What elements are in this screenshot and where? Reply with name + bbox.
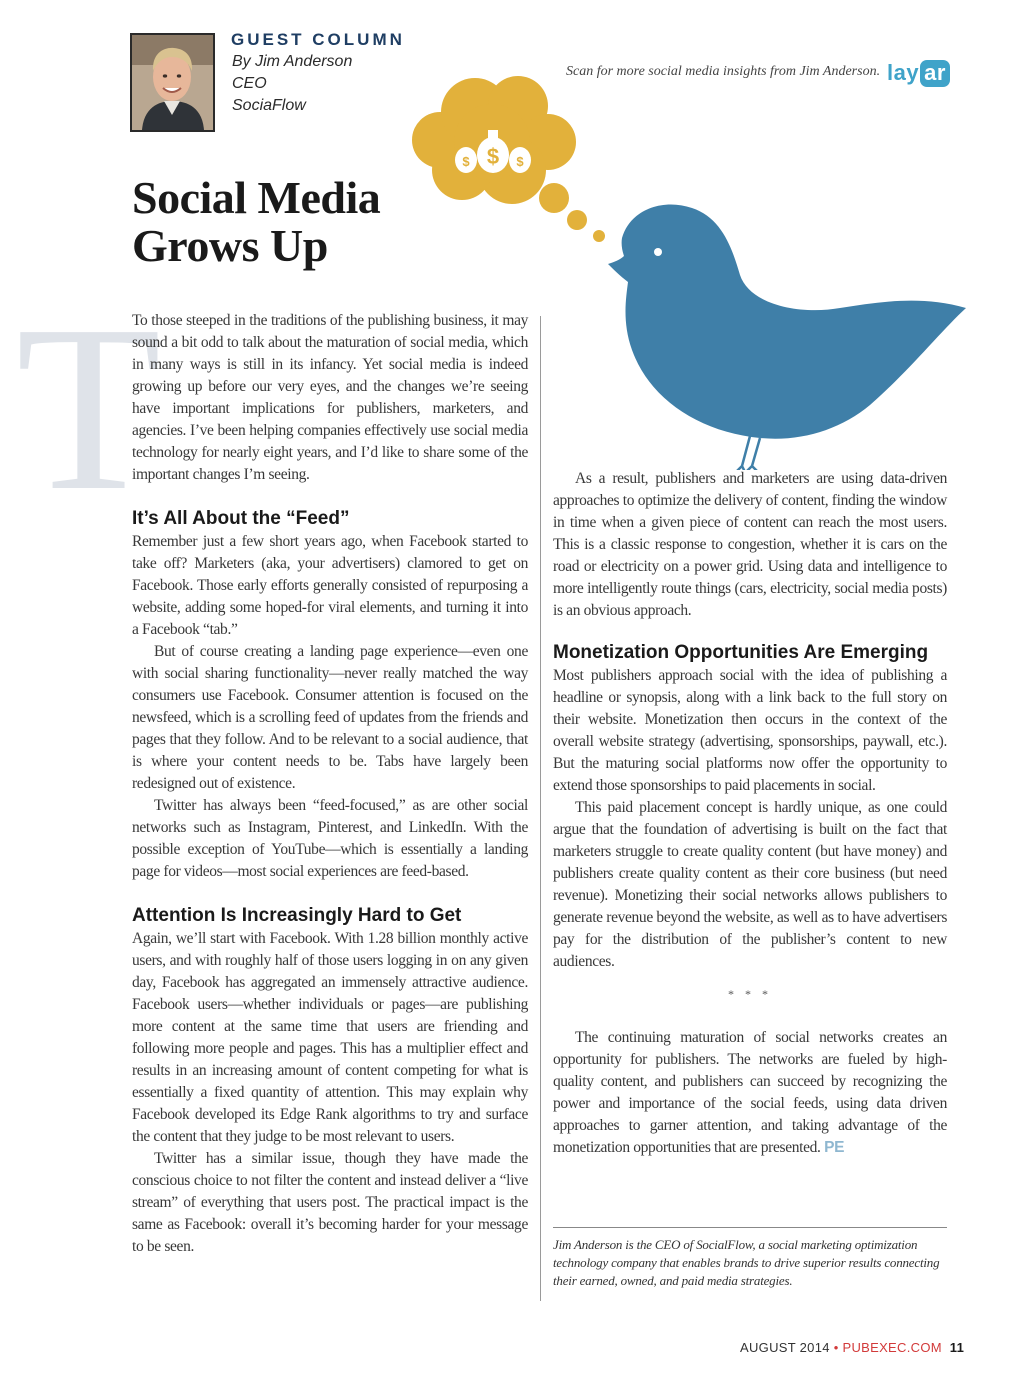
section-heading-feed: It’s All About the “Feed” <box>132 508 350 529</box>
page-number: 11 <box>949 1340 965 1355</box>
closing-text: The continuing maturation of social networks creates an opportunity for publishers. The networks are fueled by high-quality content, and publishers can succeed by recognizing the power and importance of the social feeds, using data driven approaches to garner attention, and taking advantage of the monetization opportunities that are presented. <box>553 1029 947 1156</box>
author-portrait-graphic <box>132 35 213 130</box>
paragraph: Again, we’ll start with Facebook. With 1.28 billion monthly active users, and with roughly half of those users logging in on any given day, Facebook has aggregated an immensely attractive audience. Facebook users—whether individuals or pages—are publishing more content at the same time that users are friending and following more people and pages. This has a multiplier effect and results in an increasing amount of content competing for what is essentially a fixed quantity of attention. This may explain why Facebook developed its Edge Rank algorithms to try and surface the content that they judge to be most relevant to users. <box>132 930 528 1145</box>
paragraph: But of course creating a landing page experience—even one with social sharing functionality—never really matched the way consumers use Facebook. Consumer attention is focused on the newsfeed, which is a scrolling feed of updates from the friends and pages that they follow. And to be relevant to a social audience, that is where your content needs to be. Tabs have largely been redesigned out of existence. <box>132 643 528 792</box>
layar-logo-prefix: lay <box>887 60 920 85</box>
paragraph: Twitter has always been “feed-focused,” as are other social networks such as Instagram, Pinterest, and LinkedIn. With the possible exception of YouTube—which is essentially a landing page for videos—most social experiences are feed-based. <box>132 797 528 880</box>
paragraph: Remember just a few short years ago, when Facebook started to take off? Marketers (aka, your advertisers) clamored to get on Facebook. Those early efforts generally consisted of repurposing a website, adding some hoped-for viral elements, and turning it into a Facebook “tab.” <box>132 533 528 638</box>
bluebird-icon <box>608 205 966 470</box>
author-name: By Jim Anderson <box>232 53 353 70</box>
money-symbol-left: $ <box>462 154 470 169</box>
author-title: CEO <box>232 75 267 92</box>
article-intro: To those steeped in the traditions of the publishing business, it may sound a bit odd to talk about the maturation of social media, which in many ways is still in its infancy. Yet social media is indeed growing up before our very eyes, and the changes we’re seeing have important implications for publishers, marketers, and agencies. I’ve been helping companies effectively use social media technology for nearly eight years, and I’d like to share some of the important changes I’m seeing. <box>132 312 528 483</box>
paragraph: Most publishers approach social with the idea of publishing a headline or synopsis, along with a link back to the full story on their website. Monetization then occurs in the context of the overall website strategy (advertising, sponsorships, paywall, etc.). But the maturing social platforms now offer the opportunity to extend those sponsorships to paid placements in social. <box>553 667 947 794</box>
layar-logo-suffix: ar <box>920 60 950 87</box>
scan-prompt: Scan for more social media insights from Jim Anderson. <box>566 64 881 79</box>
column-divider <box>540 316 541 1301</box>
page-footer <box>740 1340 964 1355</box>
website-link[interactable]: PUBEXEC.COM <box>842 1340 942 1355</box>
section-heading-monetization: Monetization Opportunities Are Emerging <box>553 642 929 663</box>
headline-line-2: Grows Up <box>132 220 328 271</box>
footer-separator: • <box>833 1340 839 1355</box>
guest-column-kicker: GUEST COLUMN <box>231 30 405 49</box>
end-mark: PE <box>824 1139 845 1156</box>
drop-cap: T <box>16 277 162 540</box>
bio-divider <box>553 1227 947 1228</box>
paragraph: As a result, publishers and marketers are using data-driven approaches to optimize the delivery of content, finding the window in time when a given piece of content can reach the most users. This is a classic response to congestion, whether it is cars on the road or electricity on a power grid. Using data and intelligence to more intelligently route things (cars, electricity, social media posts) is an obvious approach. <box>553 470 947 619</box>
paragraph: This paid placement concept is hardly unique, as one could argue that the foundation of advertising is built on the fact that marketers struggle to create quality content (but have money) and publishers create quality content as their core business (but need revenue). Monetizing their social networks allows publishers to generate revenue beyond the website, as well as to have advertisers pay for the distribution of the publisher’s content to new audiences. <box>553 799 947 970</box>
closing-paragraph <box>553 1027 947 1159</box>
paragraph: Twitter has a similar issue, though they have made the conscious choice to not filter the content and instead deliver a “live stream” of everything that users post. The practical impact is the same as Facebook: overall it’s becoming harder for your message to be seen. <box>132 1150 528 1255</box>
headline-line-1: Social Media <box>132 172 381 223</box>
section-heading-attention: Attention Is Increasingly Hard to Get <box>132 905 462 926</box>
author-bio: Jim Anderson is the CEO of SocialFlow, a social marketing optimization technology company that enables brands to drive superior results connecting their earned, owned, and paid media strategies. <box>553 1237 940 1288</box>
author-photo <box>130 33 215 132</box>
article-column-left <box>132 310 528 1258</box>
money-symbol: $ <box>486 144 500 169</box>
headline <box>132 174 380 270</box>
money-symbol-right: $ <box>516 154 524 169</box>
author-company: SociaFlow <box>232 97 306 114</box>
issue-date: AUGUST 2014 <box>740 1340 830 1355</box>
section-separator: * * * <box>728 987 772 1001</box>
article-column-right <box>553 468 947 1159</box>
